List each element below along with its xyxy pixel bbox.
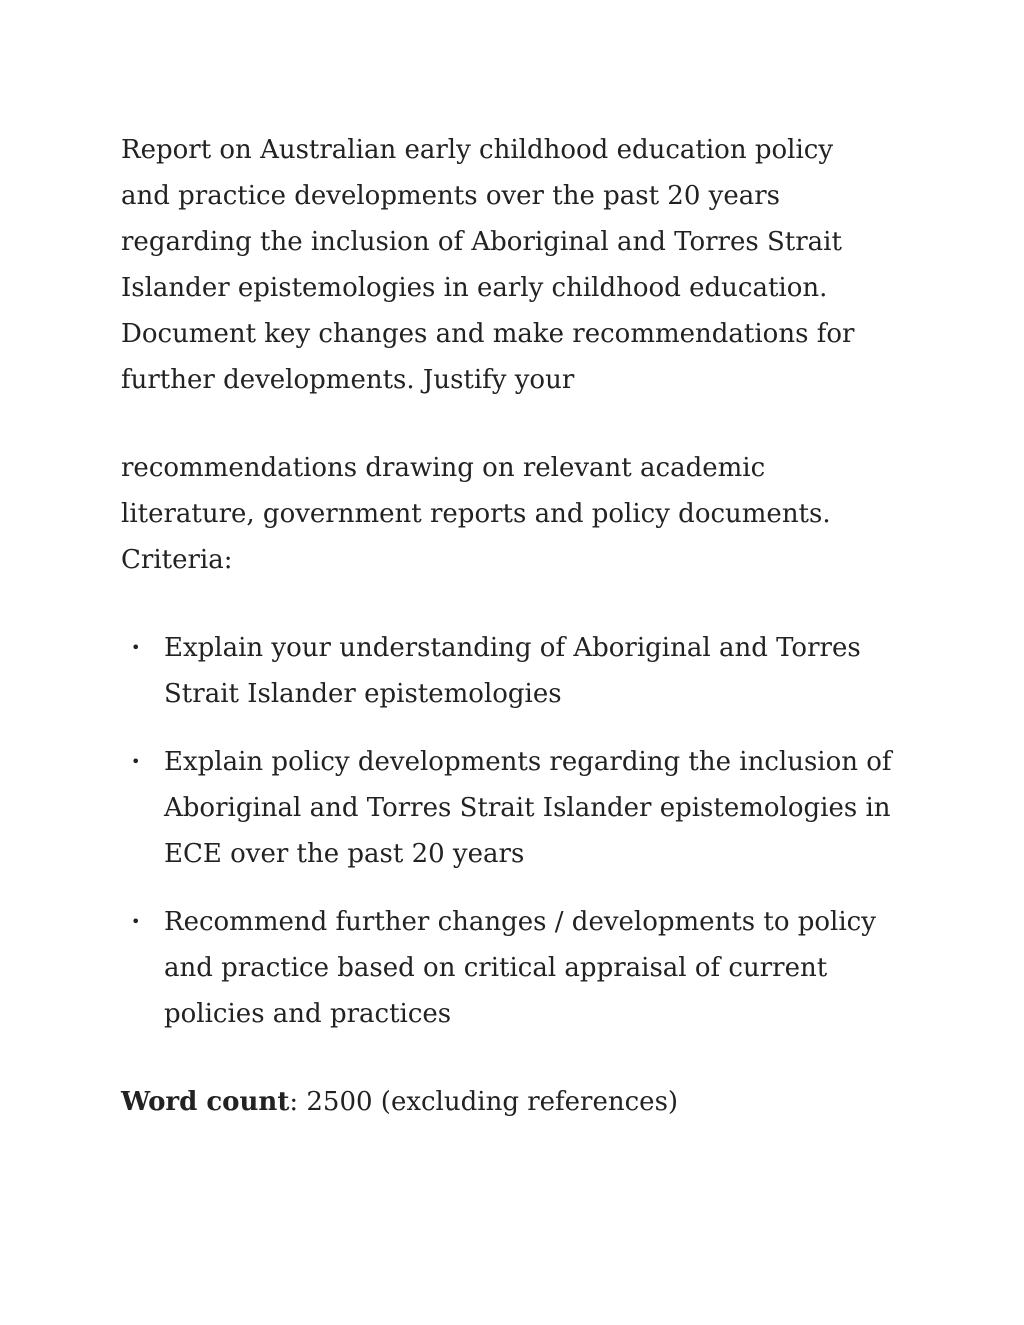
criteria-intro-paragraph: recommendations drawing on relevant academic literature, government reports and policy documents. Criteria: [121, 453, 831, 575]
word-count-separator: : [289, 1087, 299, 1117]
word-count-line [121, 1079, 921, 1125]
list-item [121, 625, 904, 717]
criteria-text: Explain your understanding of Aboriginal and Torres Strait Islander epistemologies [164, 633, 861, 709]
bullet-icon: • [131, 638, 141, 657]
word-count-value: 2500 (excluding references) [298, 1087, 679, 1117]
intro-paragraph: Report on Australian early childhood education policy and practice developments over the past 20 years regarding the inclusion of Aboriginal and Torres Strait Islander epistemologies in early childhood education. Document key changes and make recommendations for further developments. Justify your [121, 135, 855, 395]
word-count-label: Word count [121, 1087, 290, 1117]
bullet-icon: • [131, 912, 141, 931]
criteria-list [121, 625, 921, 1037]
list-item [121, 739, 904, 877]
list-item [121, 899, 904, 1037]
criteria-text: Recommend further changes / developments to policy and practice based on critical appraisal of current policies and practices [164, 907, 876, 1029]
criteria-text: Explain policy developments regarding the inclusion of Aboriginal and Torres Strait Islander epistemologies in ECE over the past 20 years [164, 747, 892, 869]
document-body [121, 127, 921, 1125]
bullet-icon: • [131, 752, 141, 771]
